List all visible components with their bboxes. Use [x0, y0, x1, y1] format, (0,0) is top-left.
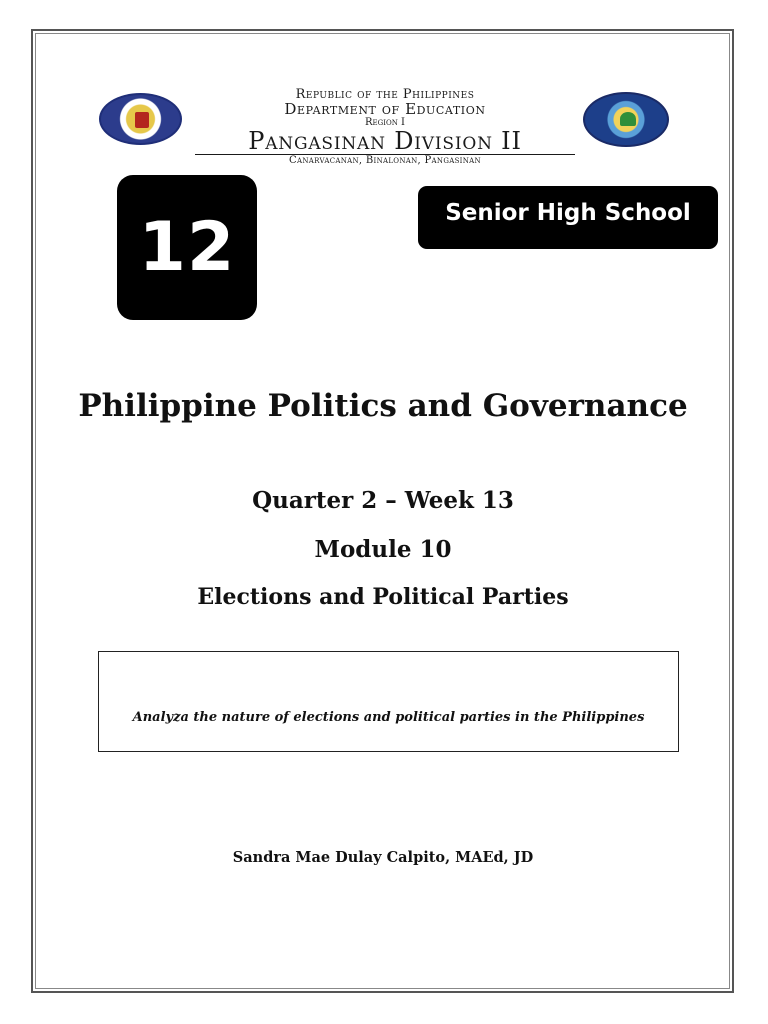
- competency-box: [98, 651, 679, 752]
- grade-badge: [117, 175, 257, 320]
- header-address: Canarvacanan, Binalonan, Pangasinan: [289, 155, 481, 166]
- header-republic: Republic of the Philippines: [295, 87, 475, 102]
- deped-seal-icon: [99, 93, 182, 145]
- header-division: Pangasinan Division II: [248, 127, 522, 155]
- pangasinan-division-seal-icon: [583, 92, 669, 147]
- subject-title: Philippine Politics and Governance: [78, 388, 688, 424]
- quarter-week: Quarter 2 – Week 13: [252, 487, 514, 514]
- competency-text: Analyza the nature of elections and political parties in the Philippines: [132, 710, 645, 725]
- header-department: Department of Education: [284, 100, 486, 118]
- level-badge: [418, 186, 718, 249]
- author-name: Sandra Mae Dulay Calpito, MAEd, JD: [232, 849, 534, 866]
- level-label: Senior High School: [445, 200, 691, 226]
- header-region: Region I: [365, 117, 405, 128]
- module-number: Module 10: [314, 536, 452, 563]
- grade-number: 12: [138, 208, 236, 287]
- letterhead: [190, 88, 580, 166]
- module-topic: Elections and Political Parties: [197, 584, 569, 610]
